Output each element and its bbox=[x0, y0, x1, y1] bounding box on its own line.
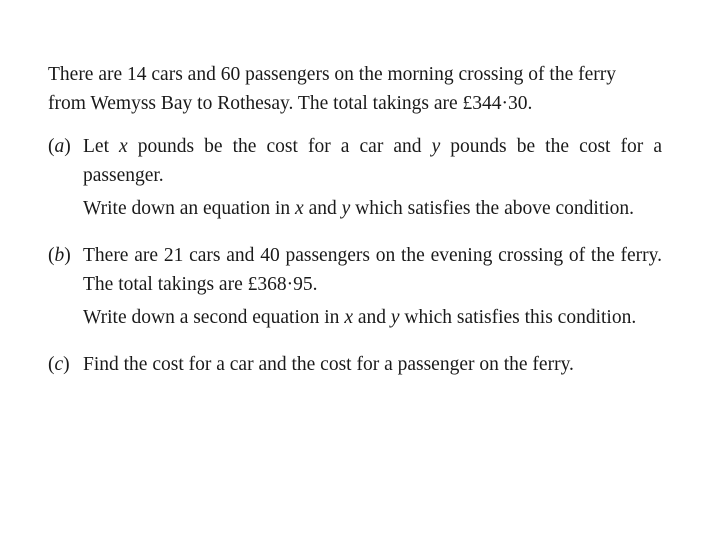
question-page bbox=[48, 60, 662, 379]
part-b bbox=[48, 241, 662, 332]
part-c-label: (c) bbox=[48, 354, 70, 375]
part-b-label: (b) bbox=[48, 245, 71, 266]
part-a bbox=[48, 132, 662, 223]
variable-x: x bbox=[295, 198, 304, 219]
question-intro bbox=[48, 60, 662, 118]
variable-y: y bbox=[431, 136, 441, 157]
part-b-instruction: Write down a second equation in x and y which satisfies this condition. bbox=[83, 307, 637, 328]
part-a-statement: Let x pounds be the cost for a car and y pounds be the cost for a passenger. bbox=[83, 136, 662, 186]
variable-y: y bbox=[341, 198, 351, 219]
variable-y: y bbox=[390, 307, 400, 328]
intro-line-2: from Wemyss Bay to Rothesay. The total takings are £344·30. bbox=[48, 93, 533, 114]
part-c bbox=[48, 350, 662, 379]
part-a-label: (a) bbox=[48, 136, 71, 157]
part-c-instruction: Find the cost for a car and the cost for a passenger on the ferry. bbox=[83, 354, 574, 375]
part-b-statement: There are 21 cars and 40 passengers on the evening crossing of the ferry. The total takings are £368·95. bbox=[83, 245, 662, 295]
variable-x: x bbox=[119, 136, 128, 157]
part-a-instruction: Write down an equation in x and y which satisfies the above condition. bbox=[83, 198, 635, 219]
intro-line-1: There are 14 cars and 60 passengers on the morning crossing of the ferry bbox=[48, 64, 617, 85]
variable-x: x bbox=[344, 307, 353, 328]
